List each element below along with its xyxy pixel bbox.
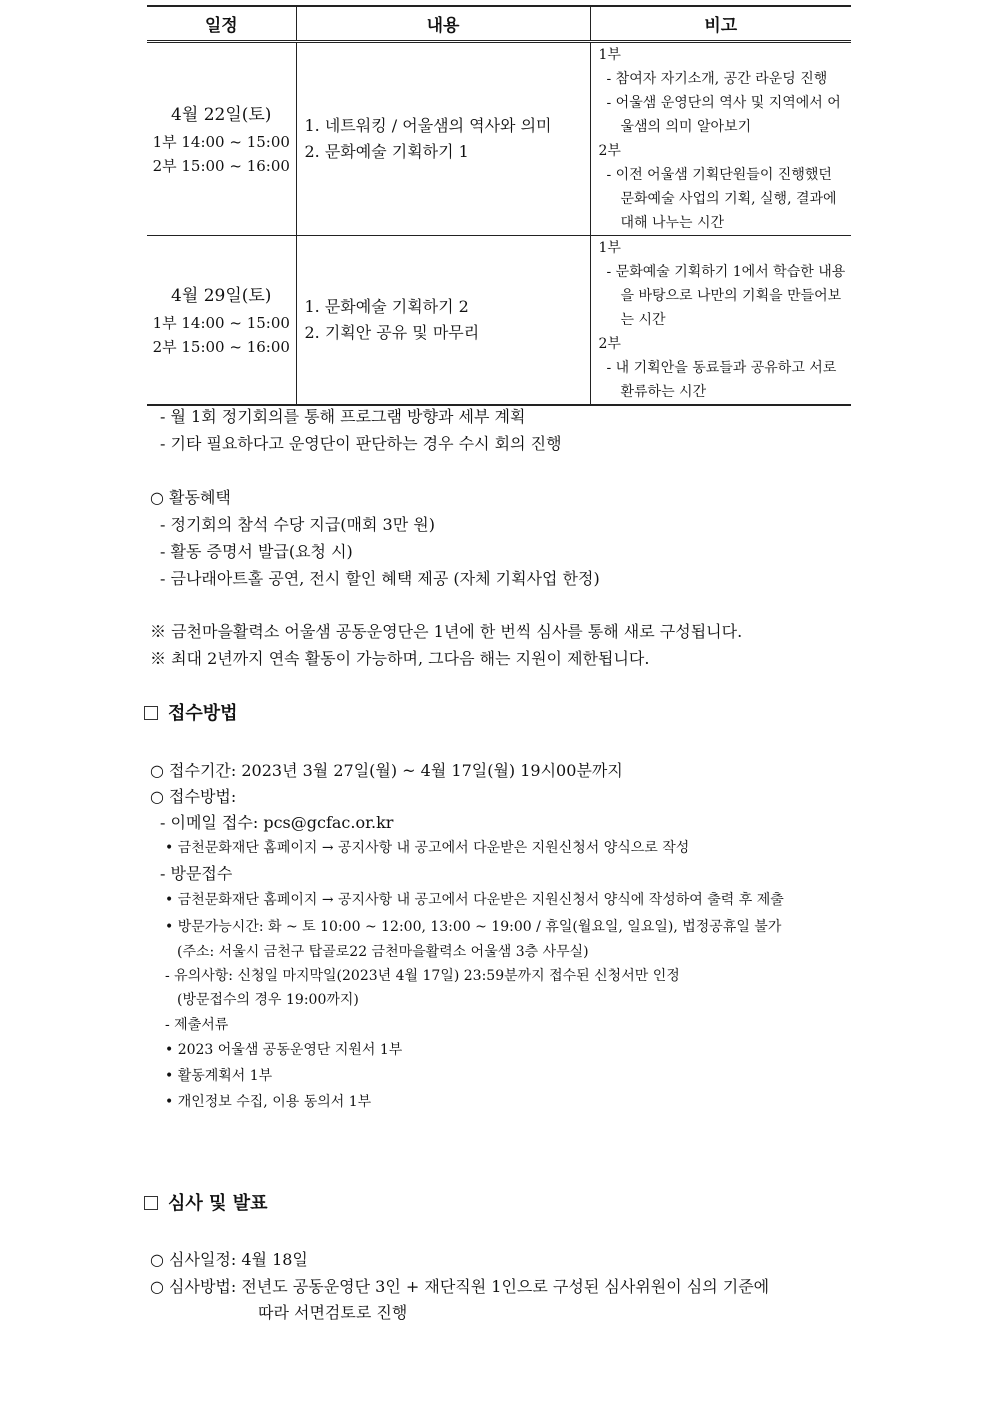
review-method-2: 따라 서면검토로 진행 — [258, 1303, 408, 1322]
checkbox-square-icon — [144, 1196, 158, 1210]
schedule-cell — [147, 42, 296, 236]
header-remarks: 비고 — [590, 6, 851, 42]
doc-item: • 개인정보 수집, 이용 동의서 1부 — [165, 1094, 372, 1110]
meeting-line-1: - 월 1회 정기회의를 통해 프로그램 방향과 세부 계획 — [160, 407, 526, 426]
docs-title: - 제출서류 — [165, 1017, 229, 1033]
benefit-item: - 활동 증명서 발급(요청 시) — [160, 542, 353, 561]
caution: - 유의사항: 신청일 마지막일(2023년 4월 17일) 23:59분까지 접수된 신청서만 인정 — [165, 968, 680, 984]
header-schedule: 일정 — [147, 6, 296, 42]
header-content: 내용 — [296, 6, 590, 42]
content-item-1: 1. 문화예술 기획하기 2 — [304, 297, 469, 316]
review-heading — [144, 1189, 267, 1215]
session-time-2: 2부 15:00 ~ 16:00 — [152, 157, 290, 175]
schedule-cell — [147, 236, 296, 406]
table-row — [147, 42, 851, 236]
reception-heading-text: 접수방법 — [168, 703, 238, 724]
remarks-item: - 문화예술 기획하기 1에서 학습한 내용을 바탕으로 나만의 기획을 만들어보는 시간 — [606, 264, 846, 328]
remarks-item: - 어울샘 운영단의 역사 및 지역에서 어울샘의 의미 알아보기 — [606, 95, 841, 135]
content-item-2: 2. 문화예술 기획하기 1 — [304, 142, 469, 161]
visit-address: (주소: 서울시 금천구 탑골로22 금천마을활력소 어울샘 3층 사무실) — [177, 944, 589, 960]
visit-bullet: • 금천문화재단 홈페이지 → 공지사항 내 공고에서 다운받은 지원신청서 양식에 작성하여 출력 후 제출 — [165, 892, 784, 908]
remarks-item: - 내 기획안을 동료들과 공유하고 서로 환류하는 시간 — [606, 360, 837, 400]
remarks-cell — [590, 42, 851, 236]
content-cell — [296, 42, 590, 236]
reception-heading — [144, 699, 238, 725]
content-item-1: 1. 네트워킹 / 어울샘의 역사와 의미 — [304, 116, 552, 135]
table-row — [147, 236, 851, 406]
reception-period: ○ 접수기간: 2023년 3월 27일(월) ~ 4월 17일(월) 19시00분까지 — [150, 761, 623, 780]
schedule-table — [147, 5, 851, 406]
remarks-item: - 참여자 자기소개, 공간 라운딩 진행 — [606, 71, 828, 87]
reception-visit: - 방문접수 — [160, 864, 233, 883]
benefits-title: ○ 활동혜택 — [150, 488, 231, 507]
checkbox-square-icon — [144, 706, 158, 720]
benefit-item: - 정기회의 참석 수당 지급(매회 3만 원) — [160, 515, 435, 534]
remarks-cell — [590, 236, 851, 406]
session-date: 4월 22일(토) — [171, 105, 272, 125]
remarks-part-2: 2부 — [598, 336, 621, 352]
session-time-1: 1부 14:00 ~ 15:00 — [152, 133, 290, 151]
remarks-part-1: 1부 — [598, 47, 621, 63]
notice-2: ※ 최대 2년까지 연속 활동이 가능하며, 그다음 해는 지원이 제한됩니다. — [150, 649, 650, 668]
caution-sub: (방문접수의 경우 19:00까지) — [177, 992, 359, 1008]
content-cell — [296, 236, 590, 406]
notice-1: ※ 금천마을활력소 어울샘 공동운영단은 1년에 한 번씩 심사를 통해 새로 구성됩니다. — [150, 622, 743, 641]
email-bullet: • 금천문화재단 홈페이지 → 공지사항 내 공고에서 다운받은 지원신청서 양식으로 작성 — [165, 840, 690, 856]
reception-method: ○ 접수방법: — [150, 787, 237, 806]
remarks-item: - 이전 어울샘 기획단원들이 진행했던 문화예술 사업의 기획, 실행, 결과에 대해 나누는 시간 — [606, 167, 837, 231]
content-item-2: 2. 기획안 공유 및 마무리 — [304, 323, 480, 342]
remarks-part-1: 1부 — [598, 240, 621, 256]
visit-bullet: • 방문가능시간: 화 ~ 토 10:00 ~ 12:00, 13:00 ~ 19:00 / 휴일(월요일, 일요일), 법정공휴일 불가 — [165, 919, 782, 935]
table-header-row — [147, 6, 851, 42]
doc-item: • 2023 어울샘 공동운영단 지원서 1부 — [165, 1042, 403, 1058]
review-heading-text: 심사 및 발표 — [168, 1193, 268, 1214]
review-date: ○ 심사일정: 4월 18일 — [150, 1250, 308, 1269]
session-date: 4월 29일(토) — [171, 286, 272, 306]
reception-email: - 이메일 접수: pcs@gcfac.or.kr — [160, 813, 394, 832]
remarks-part-2: 2부 — [598, 143, 621, 159]
session-time-1: 1부 14:00 ~ 15:00 — [152, 314, 290, 332]
benefit-item: - 금나래아트홀 공연, 전시 할인 혜택 제공 (자체 기획사업 한정) — [160, 569, 600, 588]
review-method-1: ○ 심사방법: 전년도 공동운영단 3인 + 재단직원 1인으로 구성된 심사위원이 심의 기준에 — [150, 1277, 770, 1296]
session-time-2: 2부 15:00 ~ 16:00 — [152, 338, 290, 356]
meeting-line-2: - 기타 필요하다고 운영단이 판단하는 경우 수시 회의 진행 — [160, 434, 562, 453]
doc-item: • 활동계획서 1부 — [165, 1068, 273, 1084]
